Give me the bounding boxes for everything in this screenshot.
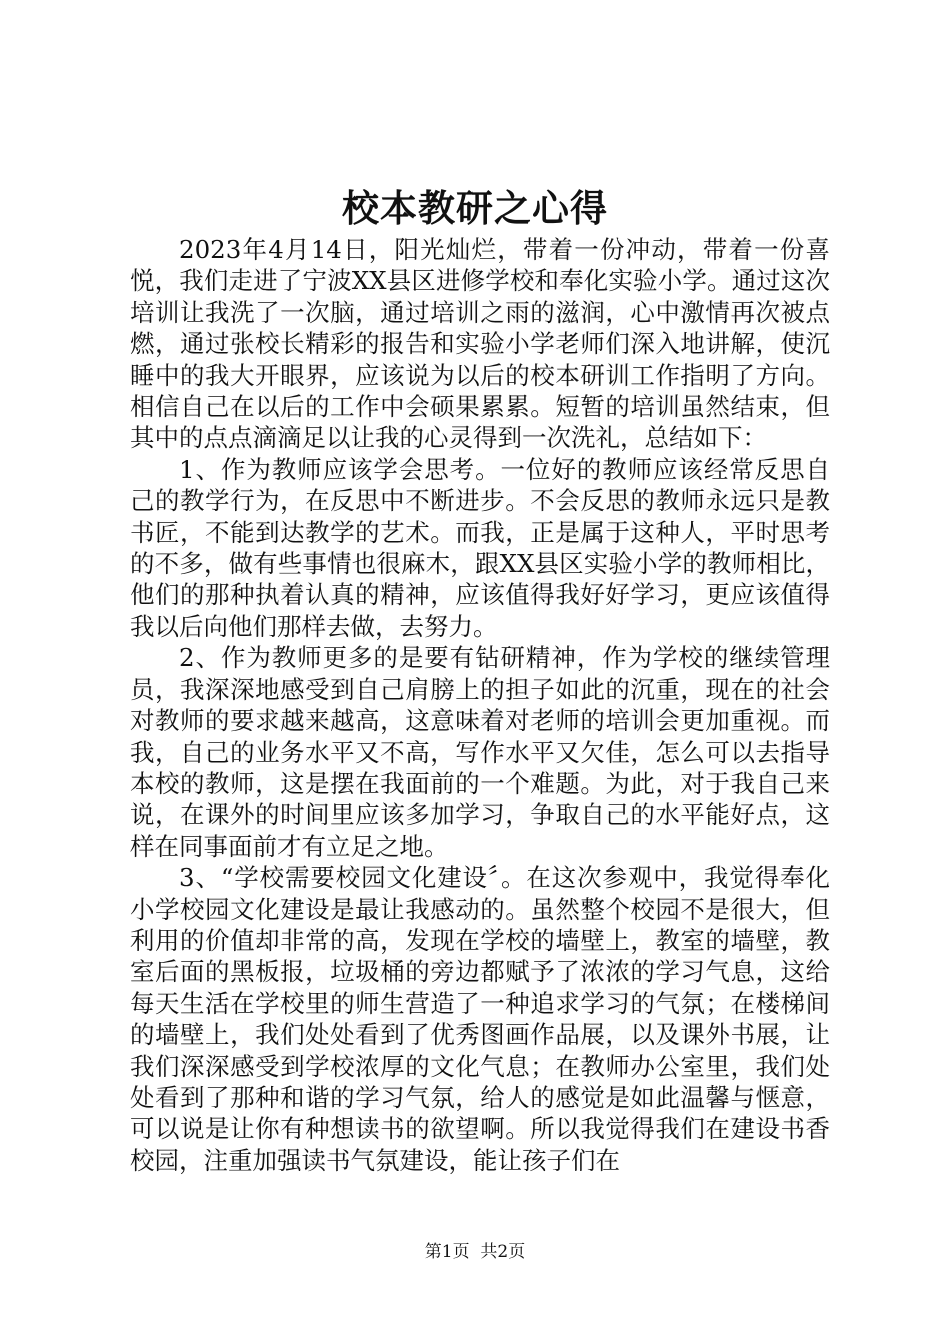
- paragraph-intro: 2023年4月14日，阳光灿烂，带着一份冲动，带着一份喜悦，我们走进了宁波XX县区进修学校和奉化实验小学。通过这次培训让我洗了一次脑，通过培训之雨的滋润，心中激情再次被点燃，通过张校长精彩的报告和实验小学老师们深入地讲解，使沉睡中的我大开眼界，应该说为以后的校本研训工作指明了方向。相信自己在以后的工作中会硕果累累。短暂的培训虽然结束，但其中的点点滴滴足以让我的心灵得到一次洗礼，总结如下：: [130, 235, 830, 453]
- paragraph-point-2: 2、作为教师更多的是要有钻研精神，作为学校的继续管理员，我深深地感受到自己肩膀上的担子如此的沉重，现在的社会对教师的要求越来越高，这意味着对老师的培训会更加重视。而我，自己的业务水平又不高，写作水平又欠佳，怎么可以去指导本校的教师，这是摆在我面前的一个难题。为此，对于我自己来说，在课外的时间里应该多加学习，争取自己的水平能好点，这样在同事面前才有立足之地。: [130, 643, 830, 861]
- document-body: [130, 234, 830, 1176]
- paragraph-point-3: 3、“学校需要校园文化建设〞。在这次参观中，我觉得奉化小学校园文化建设是最让我感动的。虽然整个校园不是很大，但利用的价值却非常的高，发现在学校的墙壁上，教室的墙壁，教室后面的黑板报，垃圾桶的旁边都赋予了浓浓的学习气息，这给每天生活在学校里的师生营造了一种追求学习的气氛；在楼梯间的墙壁上，我们处处看到了优秀图画作品展，以及课外书展，让我们深深感受到学校浓厚的文化气息；在教师办公室里，我们处处看到了那种和谐的学习气氛，给人的感觉是如此温馨与惬意，可以说是让你有种想读书的欲望啊。所以我觉得我们在建设书香校园，注重加强读书气氛建设，能让孩子们在: [130, 863, 830, 1175]
- document-title: 校本教研之心得: [342, 186, 608, 230]
- page-number-footer: 第1页 共2页: [424, 1242, 526, 1262]
- paragraph-point-1: 1、作为教师应该学会思考。一位好的教师应该经常反思自己的教学行为，在反思中不断进步。不会反思的教师永远只是教书匠，不能到达教学的艺术。而我，正是属于这种人，平时思考的不多，做有些事情也很麻木，跟XX县区实验小学的教师相比，他们的那种执着认真的精神，应该值得我好好学习，更应该值得我以后向他们那样去做，去努力。: [130, 454, 830, 641]
